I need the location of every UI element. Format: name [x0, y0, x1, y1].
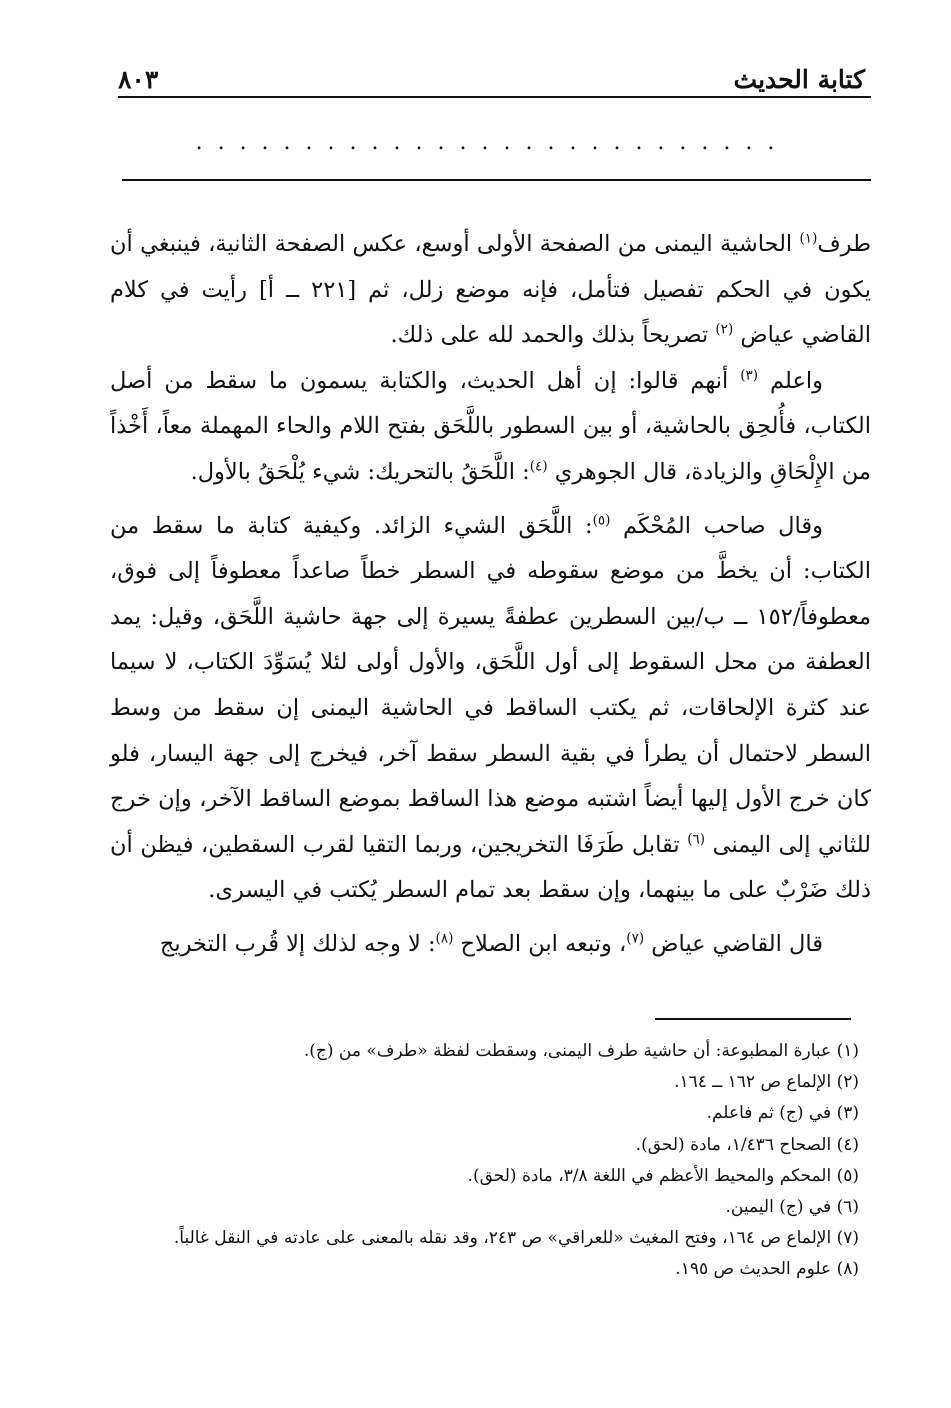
- page-number: ٨٠٣: [118, 65, 159, 94]
- footnote-ref: (٨): [435, 930, 454, 947]
- footnote-ref: (٧): [626, 930, 645, 947]
- footnote-rule: [655, 1018, 851, 1020]
- footnote-ref: (١): [799, 230, 818, 247]
- footnote: (٤) الصحاح ١/٤٣٦، مادة (لحق).: [635, 1134, 859, 1155]
- footnote: (٧) الإلماع ص ١٦٤، وفتح المغيث «للعراقي» ص ٢٤٣، وقد نقله بالمعنى على عادته في النقل غالباً.: [173, 1228, 859, 1249]
- paragraph: طرف$^{(١)}$ الحاشية اليمنى من الصفحة الأولى أوسع، عكس الصفحة الثانية، فينبغي أن يكون في الحكم تفصيل فتأمل، فإنه موضع زلل، ثم [٢٢١ ــ أ] رأيت في كلام القاضي عياض $^{(٢)}$ تصريحاً بذلك والحمد لله على ذلك.: [110, 230, 871, 349]
- footnote-ref: (٦): [687, 831, 706, 848]
- paragraph: واعلم $^{(٣)}$ أنهم قالوا: إن أهل الحديث، والكتابة يسمون ما سقط من أصل الكتاب، فأُلحِق بالحاشية، أو بين السطور باللَّحَق بفتح اللام والحاء المهملة معاً، أَخْذاً من الإِلْحَاقِ والزيادة، قال الجوهري $^{(٤)}$: اللَّحَقُ بالتحريك: شيء يُلْحَقُ بالأول.: [110, 367, 871, 485]
- main-text: [110, 222, 871, 968]
- footnote: (٦) في (ج) اليمين.: [725, 1197, 859, 1218]
- footnote-ref: (٢): [715, 321, 734, 338]
- footnote: (١) عبارة المطبوعة: أن حاشية طرف اليمنى، وسقطت لفظة «طرف» من (ج).: [303, 1041, 859, 1061]
- footnote-ref: (٣): [740, 367, 759, 384]
- separator-rule: [122, 179, 871, 181]
- running-title: كتابة الحديث: [733, 65, 865, 94]
- elision-dots: ...........................: [195, 132, 790, 154]
- footnote: (٨) علوم الحديث ص ١٩٥.: [675, 1259, 859, 1280]
- paragraph: وقال صاحب المُحْكَم $^{(٥)}$: اللَّحَق الشيء الزائد. وكيفية كتابة ما سقط من الكتاب: أن يخطَّ من موضع سقوطه في السطر خطاً صاعداً معطوفاً إلى فوق، معطوفاً/١٥٢ ــ ب/بين السطرين عطفةً يسيرة إلى جهة حاشية اللَّحَق، وقيل: يمد العطفة من محل السقوط إلى أول اللَّحَق، والأول أولى لئلا يُسَوِّدَ الكتاب، لا سيما عند كثرة الإلحاقات، ثم يكتب الساقط في الحاشية اليمنى إن سقط من وسط السطر لاحتمال أن يطرأ في بقية السطر سقط آخر، فيخرج إلى جهة اليسار، فلو كان خرج الأول إليها أيضاً اشتبه موضع هذا الساقط بموضع الساقط الآخر، وإن خرج للثاني إلى اليمنى $^{(٦)}$ تقابل طَرَفَا التخريجين، وربما التقيا لقرب السقطين، فيظن أن ذلك ضَرْبٌ على ما بينهما، وإن سقط بعد تمام السطر يُكتب في اليسرى.: [110, 512, 871, 904]
- running-header: [118, 52, 865, 92]
- footnote: (٢) الإلماع ص ١٦٢ ــ ١٦٤.: [674, 1072, 859, 1093]
- footnote: (٥) المحكم والمحيط الأعظم في اللغة ٣/٨، مادة (لحق).: [467, 1165, 859, 1186]
- footnote-ref: (٥): [592, 512, 611, 529]
- footnote: (٣) في (ج) ثم فاعلم.: [706, 1103, 859, 1124]
- footnotes-list: [118, 1036, 859, 1286]
- footnote-ref: (٤): [529, 458, 548, 475]
- header-rule: [118, 96, 871, 98]
- paragraph: قال القاضي عياض $^{(٧)}$، وتبعه ابن الصلاح $^{(٨)}$: لا وجه لذلك إلا قُرب التخريج: [159, 930, 823, 957]
